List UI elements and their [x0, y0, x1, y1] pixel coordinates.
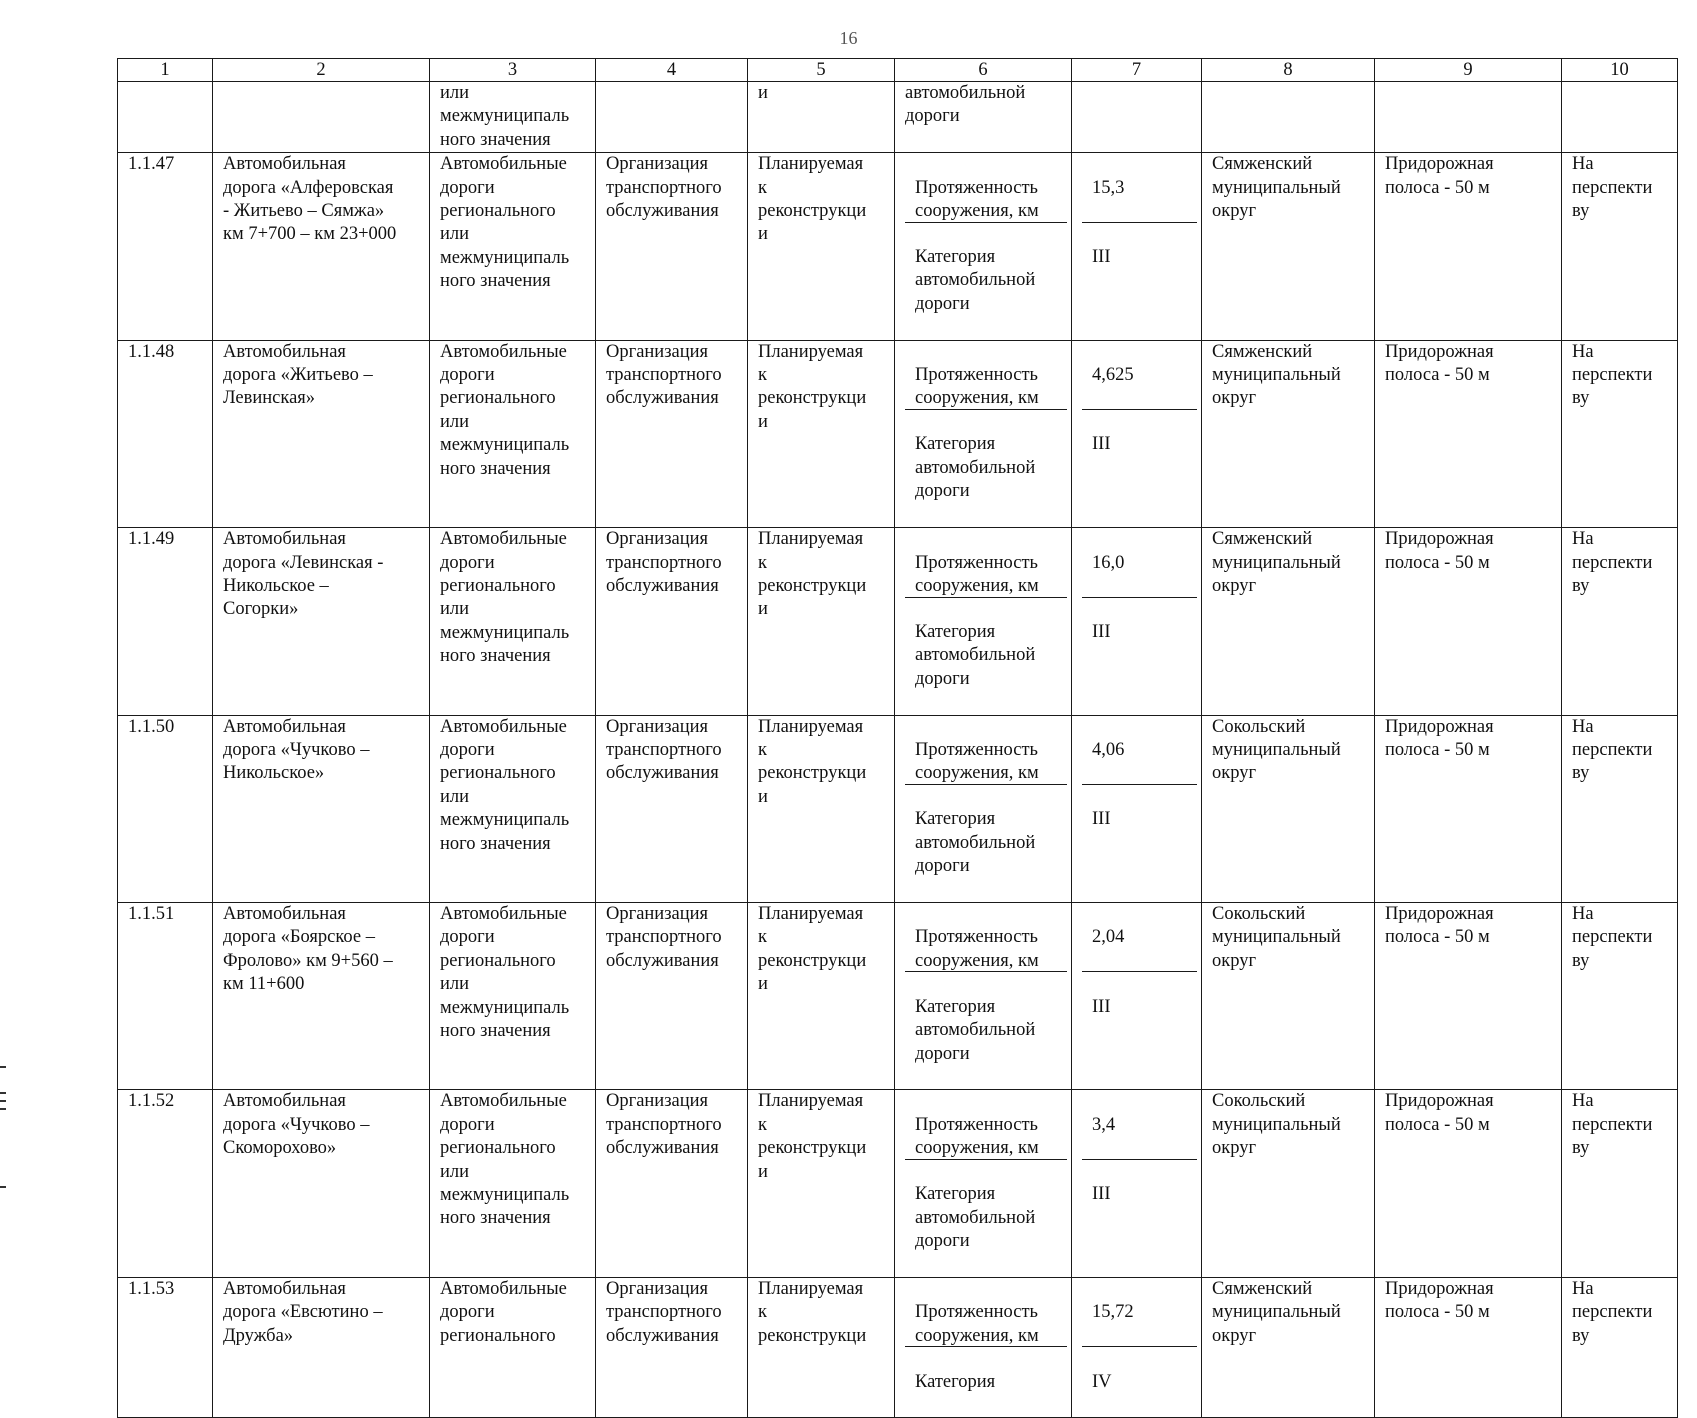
cell-number: 1.1.52 — [118, 1090, 213, 1277]
cell-metric-values — [1072, 902, 1202, 1089]
cell-road-type: Автомобильные дороги регионального — [430, 1277, 596, 1418]
cell-road-type: Автомобильные дороги регионального или межмуниципаль ного значения — [430, 1090, 596, 1277]
cell-number: 1.1.51 — [118, 902, 213, 1089]
cell-zone: Придорожная полоса - 50 м — [1375, 340, 1562, 527]
metric-category-value: III — [1092, 996, 1111, 1017]
cell-metric-label: автомобильной дороги — [895, 82, 1072, 153]
cell-road-type: Автомобильные дороги регионального или межмуниципаль ного значения — [430, 715, 596, 902]
cell-location: Сямженский муниципальный округ — [1202, 1277, 1375, 1418]
cell-zone: Придорожная полоса - 50 м — [1375, 1277, 1562, 1418]
cell-road-name: Автомобильная дорога «Левинская - Никольское – Согорки» — [213, 528, 430, 715]
metric-length-label: Протяженность сооружения, км — [905, 739, 1067, 785]
cell-metric-values — [1072, 153, 1202, 340]
cell-purpose: Организация транспортного обслуживания — [596, 528, 748, 715]
cell-empty — [1562, 82, 1678, 153]
cell-term: На перспекти ву — [1562, 715, 1678, 902]
table-row — [118, 715, 1678, 902]
cell-road-name: Автомобильная дорога «Евсютино – Дружба» — [213, 1277, 430, 1418]
cell-empty — [213, 82, 430, 153]
cell-empty — [118, 82, 213, 153]
column-header: 8 — [1202, 59, 1375, 82]
margin-mark — [0, 1092, 6, 1094]
cell-status: Планируемая к реконструкци и — [748, 1090, 895, 1277]
page-number: 16 — [839, 28, 858, 48]
metric-length-value: 15,3 — [1082, 177, 1197, 223]
metric-category-label: Категория автомобильной дороги — [915, 809, 1036, 877]
cell-metric-values — [1072, 1277, 1202, 1418]
cell-road-name: Автомобильная дорога «Боярское – Фролово» км 9+560 – км 11+600 — [213, 902, 430, 1089]
cell-road-type: или межмуниципаль ного значения — [430, 82, 596, 153]
cell-purpose: Организация транспортного обслуживания — [596, 1090, 748, 1277]
metric-length-label: Протяженность сооружения, км — [905, 1114, 1067, 1160]
column-header: 2 — [213, 59, 430, 82]
cell-road-type: Автомобильные дороги регионального или межмуниципаль ного значения — [430, 340, 596, 527]
table-row — [118, 1277, 1678, 1418]
metric-category-label: Категория автомобильной дороги — [915, 247, 1036, 314]
metric-category-label: Категория автомобильной дороги — [915, 621, 1036, 689]
metric-category-value: III — [1092, 247, 1111, 268]
cell-term: На перспекти ву — [1562, 340, 1678, 527]
cell-number: 1.1.50 — [118, 715, 213, 902]
cell-metric-labels — [895, 1277, 1072, 1418]
cell-location: Сокольский муниципальный округ — [1202, 715, 1375, 902]
cell-empty — [596, 82, 748, 153]
metric-length-label: Протяженность сооружения, км — [905, 926, 1067, 972]
cell-road-name: Автомобильная дорога «Чучково – Скоморохово» — [213, 1090, 430, 1277]
cell-status: Планируемая к реконструкци и — [748, 715, 895, 902]
metric-category-label: Категория автомобильной дороги — [915, 1184, 1036, 1252]
cell-road-type: Автомобильные дороги регионального или межмуниципаль ного значения — [430, 153, 596, 340]
metric-length-value: 3,4 — [1082, 1114, 1197, 1160]
cell-number: 1.1.49 — [118, 528, 213, 715]
margin-mark — [0, 1108, 6, 1110]
metric-length-value: 16,0 — [1082, 552, 1197, 598]
cell-metric-labels — [895, 340, 1072, 527]
cell-road-name: Автомобильная дорога «Житьево – Левинская» — [213, 340, 430, 527]
cell-purpose: Организация транспортного обслуживания — [596, 1277, 748, 1418]
cell-zone: Придорожная полоса - 50 м — [1375, 1090, 1562, 1277]
cell-metric-labels — [895, 528, 1072, 715]
cell-metric-values — [1072, 528, 1202, 715]
cell-number: 1.1.53 — [118, 1277, 213, 1418]
metric-category-value: III — [1092, 434, 1111, 455]
cell-term: На перспекти ву — [1562, 528, 1678, 715]
cell-zone: Придорожная полоса - 50 м — [1375, 902, 1562, 1089]
metric-category-value: III — [1092, 621, 1111, 642]
cell-term: На перспекти ву — [1562, 1090, 1678, 1277]
metric-category-value: III — [1092, 809, 1111, 830]
header-row — [118, 59, 1678, 82]
cell-zone: Придорожная полоса - 50 м — [1375, 153, 1562, 340]
metric-length-value: 15,72 — [1082, 1301, 1197, 1347]
metric-category-label: Категория — [915, 1371, 996, 1392]
cell-location: Сямженский муниципальный округ — [1202, 528, 1375, 715]
cell-number: 1.1.48 — [118, 340, 213, 527]
cell-status: Планируемая к реконструкци и — [748, 340, 895, 527]
column-header: 6 — [895, 59, 1072, 82]
metric-length-label: Протяженность сооружения, км — [905, 364, 1067, 410]
metric-length-value: 4,06 — [1082, 739, 1197, 785]
cell-purpose: Организация транспортного обслуживания — [596, 715, 748, 902]
column-header: 5 — [748, 59, 895, 82]
cell-term: На перспекти ву — [1562, 1277, 1678, 1418]
cell-empty — [1375, 82, 1562, 153]
cell-empty — [1072, 82, 1202, 153]
cell-road-name: Автомобильная дорога «Алферовская - Житьево – Сямжа» км 7+700 – км 23+000 — [213, 153, 430, 340]
cell-status: Планируемая к реконструкци и — [748, 153, 895, 340]
metric-length-value: 2,04 — [1082, 926, 1197, 972]
cell-zone: Придорожная полоса - 50 м — [1375, 528, 1562, 715]
cell-road-type: Автомобильные дороги регионального или межмуниципаль ного значения — [430, 528, 596, 715]
column-header: 9 — [1375, 59, 1562, 82]
cell-metric-labels — [895, 902, 1072, 1089]
cell-term: На перспекти ву — [1562, 153, 1678, 340]
metric-category-value: IV — [1092, 1371, 1112, 1392]
table-row — [118, 340, 1678, 527]
cell-status: Планируемая к реконструкци и — [748, 902, 895, 1089]
cell-purpose: Организация транспортного обслуживания — [596, 153, 748, 340]
cell-purpose: Организация транспортного обслуживания — [596, 902, 748, 1089]
cell-road-name: Автомобильная дорога «Чучково – Никольское» — [213, 715, 430, 902]
column-header: 4 — [596, 59, 748, 82]
cell-status: Планируемая к реконструкци — [748, 1277, 895, 1418]
margin-mark — [0, 1100, 6, 1102]
cell-number: 1.1.47 — [118, 153, 213, 340]
cell-road-type: Автомобильные дороги регионального или межмуниципаль ного значения — [430, 902, 596, 1089]
metric-length-label: Протяженность сооружения, км — [905, 1301, 1067, 1347]
margin-mark — [0, 1066, 6, 1068]
margin-mark — [0, 1186, 6, 1188]
metric-length-label: Протяженность сооружения, км — [905, 177, 1067, 223]
road-objects-table — [117, 58, 1678, 1418]
table-row — [118, 153, 1678, 340]
cell-metric-values — [1072, 340, 1202, 527]
metric-category-label: Категория автомобильной дороги — [915, 996, 1036, 1064]
cell-location: Сямженский муниципальный округ — [1202, 153, 1375, 340]
metric-category-label: Категория автомобильной дороги — [915, 434, 1036, 502]
metric-length-value: 4,625 — [1082, 364, 1197, 410]
column-header: 3 — [430, 59, 596, 82]
cell-metric-labels — [895, 153, 1072, 340]
metric-category-value: III — [1092, 1184, 1111, 1205]
cell-metric-labels — [895, 1090, 1072, 1277]
cell-status: Планируемая к реконструкци и — [748, 528, 895, 715]
cell-metric-labels — [895, 715, 1072, 902]
cell-purpose: Организация транспортного обслуживания — [596, 340, 748, 527]
cell-metric-values — [1072, 1090, 1202, 1277]
table-body — [118, 59, 1678, 1418]
cell-location: Сокольский муниципальный округ — [1202, 1090, 1375, 1277]
metric-length-label: Протяженность сооружения, км — [905, 552, 1067, 598]
continuation-row — [118, 82, 1678, 153]
column-header: 7 — [1072, 59, 1202, 82]
cell-location: Сокольский муниципальный округ — [1202, 902, 1375, 1089]
cell-status: и — [748, 82, 895, 153]
table-row — [118, 528, 1678, 715]
cell-empty — [1202, 82, 1375, 153]
cell-location: Сямженский муниципальный округ — [1202, 340, 1375, 527]
column-header: 10 — [1562, 59, 1678, 82]
cell-term: На перспекти ву — [1562, 902, 1678, 1089]
table-row — [118, 902, 1678, 1089]
cell-zone: Придорожная полоса - 50 м — [1375, 715, 1562, 902]
table-row — [118, 1090, 1678, 1277]
column-header: 1 — [118, 59, 213, 82]
cell-metric-values — [1072, 715, 1202, 902]
